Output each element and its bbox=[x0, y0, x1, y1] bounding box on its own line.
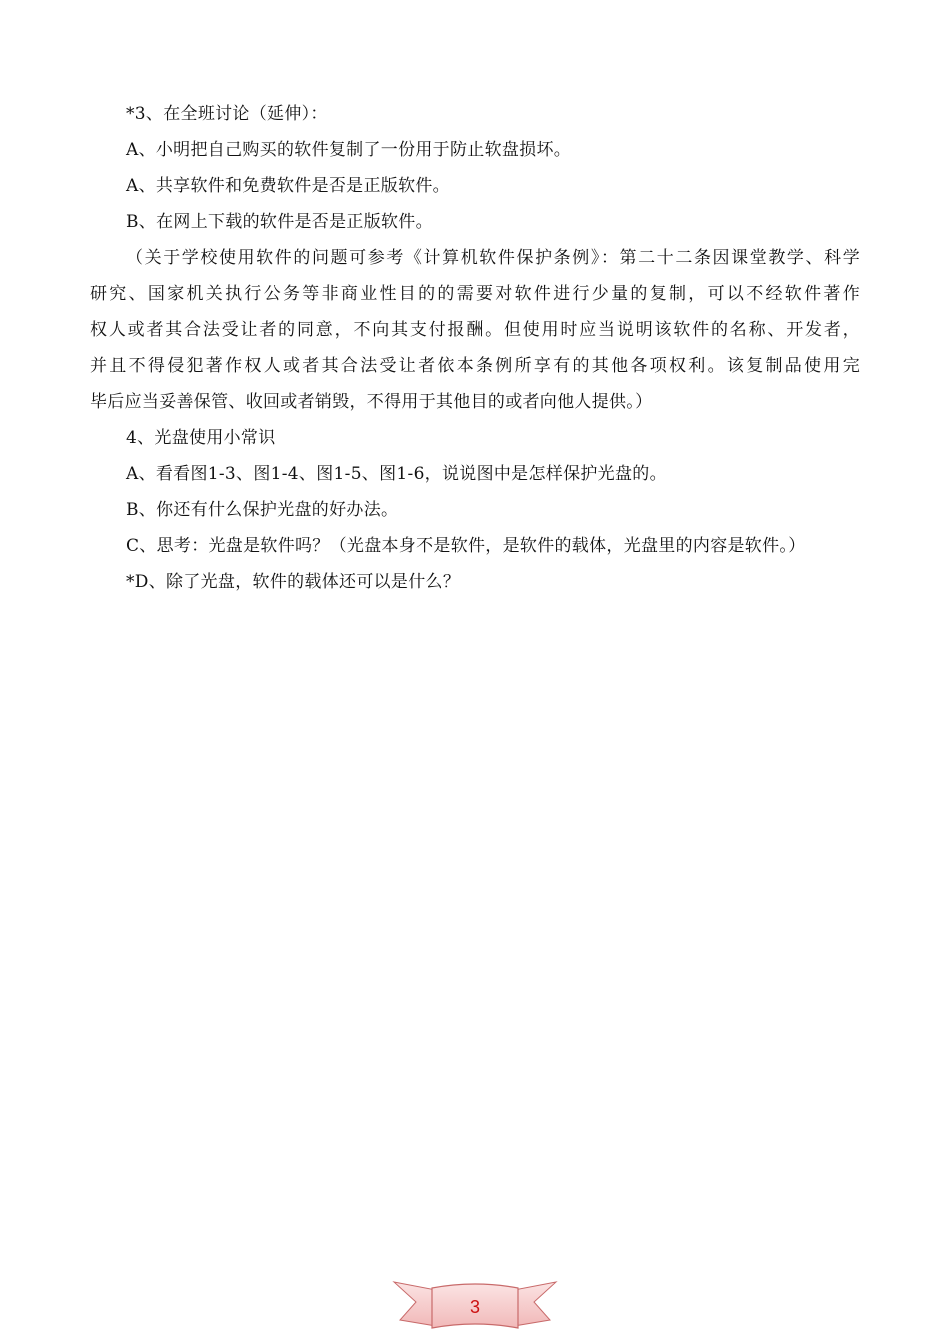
discussion-item: B、在网上下载的软件是否是正版软件。 bbox=[126, 212, 433, 232]
regulation-note-line: 权人或者其合法受让者的同意，不向其支付报酬。但使用时应当说明该软件的名称、开发者， bbox=[90, 320, 860, 340]
document-body bbox=[90, 96, 860, 600]
regulation-note-line: 毕后应当妥善保管、收回或者销毁，不得用于其他目的或者向他人提供。） bbox=[90, 392, 653, 412]
disc-tip-item: A、看看图1-3、图1-4、图1-5、图1-6，说说图中是怎样保护光盘的。 bbox=[126, 464, 667, 484]
page-number: 3 bbox=[469, 1297, 480, 1317]
regulation-note-line: 并且不得侵犯著作权人或者其合法受让者依本条例所享有的其他各项权利。该复制品使用完 bbox=[90, 356, 860, 376]
regulation-note-line: 研究、国家机关执行公务等非商业性目的的需要对软件进行少量的复制，可以不经软件著作 bbox=[90, 284, 860, 304]
disc-tip-item: C、思考：光盘是软件吗？（光盘本身不是软件，是软件的载体，光盘里的内容是软件。） bbox=[126, 536, 806, 556]
regulation-note-line: （关于学校使用软件的问题可参考《计算机软件保护条例》：第二十二条因课堂教学、科学 bbox=[126, 248, 860, 268]
disc-tip-item: B、你还有什么保护光盘的好办法。 bbox=[126, 500, 399, 520]
discussion-item: A、小明把自己购买的软件复制了一份用于防止软盘损坏。 bbox=[126, 140, 572, 160]
page-number-badge bbox=[392, 1276, 558, 1336]
discussion-heading: *3、在全班讨论（延伸）： bbox=[126, 104, 328, 124]
section-heading: 4、光盘使用小常识 bbox=[126, 428, 276, 448]
discussion-item: A、共享软件和免费软件是否是正版软件。 bbox=[126, 176, 450, 196]
disc-tip-item: *D、除了光盘，软件的载体还可以是什么？ bbox=[126, 572, 461, 592]
